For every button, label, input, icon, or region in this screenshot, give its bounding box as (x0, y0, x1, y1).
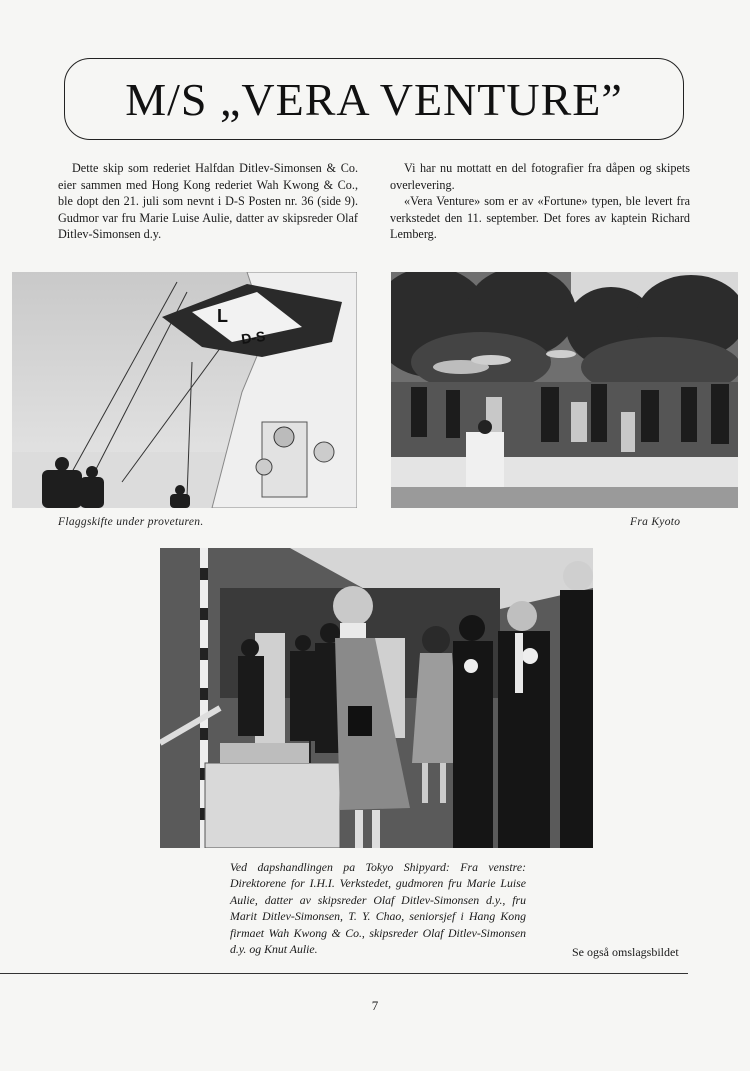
kyoto-photo-caption: Fra Kyoto (630, 516, 681, 528)
flag-letter: L (217, 306, 228, 326)
title-box (64, 58, 684, 140)
footer-divider (0, 973, 688, 974)
flag-letters-ds: D-S (240, 327, 267, 347)
page-number: 7 (371, 998, 379, 1013)
see-also-note: Se også omslagsbildet (572, 945, 679, 959)
ceremony-photo-caption: Ved dapshandlingen pa Tokyo Shipyard: Fra venstre: Direktorene for I.H.I. Verkstedet, gudmoren fru Marie Luise Aulie, datter av skipsreder Olaf Ditlev-Simonsen d.y., fru Marit Ditlev-Simonsen, T. Y. Chao, seniorsjef i Hang Kong firmaet Wah Kwong & Co., skipsreder Olaf Ditlev-Simonsen d.y. og Knut Aulie. (230, 860, 526, 957)
flag-photo-caption: Flaggskifte under proveturen. (58, 516, 204, 528)
article-paragraph: Dette skip som rederiet Halfdan Ditlev-Simonsen & Co. eier sammen med Hong Kong rederiet Wah Kwong & Co., ble dopt den 21. juli som nevnt i D-S Posten nr. 36 (side 9). Gudmor var fru Marie Luise Aulie, datter av skipsreder Olaf Ditlev-Simonsen d.y. (58, 161, 358, 241)
ceremony-photo (160, 548, 593, 848)
text-column-left (58, 160, 358, 243)
text-column-right (390, 160, 690, 243)
article-title: M/S „VERA VENTURE” (125, 73, 623, 125)
article-paragraph: Vi har nu mottatt en del fotografier fra dåpen og skipets overlevering. (390, 161, 690, 192)
kyoto-photo (391, 272, 738, 508)
flag-photo (12, 272, 357, 508)
article-paragraph: «Vera Venture» som er av «Fortune» typen, ble levert fra verkstedet den 11. september. Det fores av kaptein Richard Lemberg. (390, 194, 690, 241)
